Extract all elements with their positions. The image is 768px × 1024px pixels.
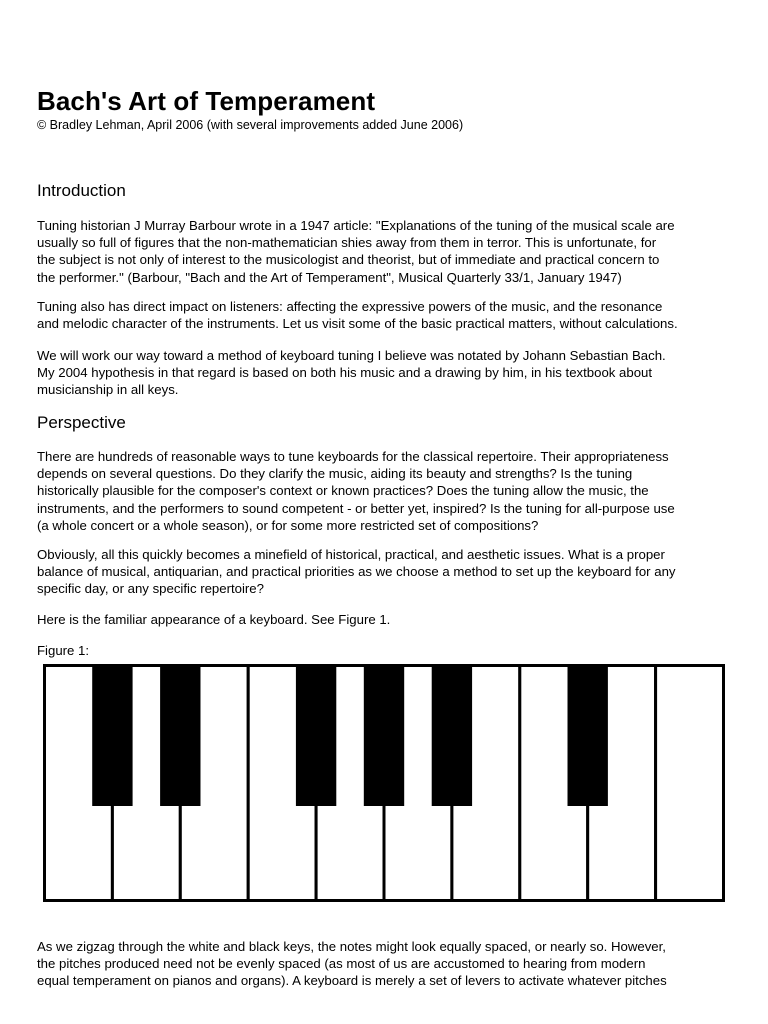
- text-line: As we zigzag through the white and black keys, the notes might look equally spaced, or nearly so. However,: [37, 939, 666, 954]
- text-line: My 2004 hypothesis in that regard is based on both his music and a drawing by him, in his textbook about: [37, 365, 653, 381]
- black-key: [93, 666, 132, 806]
- heading-perspective: Perspective: [37, 413, 126, 432]
- text-line: Tuning also has direct impact on listeners: affecting the expressive powers of the music, and the resonance: [37, 299, 663, 314]
- text-line: usually so full of figures that the non-mathematician shies away from them in terror. This is unfortunate, for: [37, 235, 657, 251]
- white-key: [656, 666, 724, 901]
- text-line: balance of musical, antiquarian, and practical priorities as we choose a method to set up the keyboard for any: [37, 564, 676, 580]
- text-line: We will work our way toward a method of keyboard tuning I believe was notated by Johann Sebastian Bach.: [37, 348, 666, 363]
- black-key: [296, 666, 335, 806]
- paragraph-closing: [37, 938, 737, 990]
- document-byline: © Bradley Lehman, April 2006 (with several improvements added June 2006): [37, 118, 464, 132]
- black-key: [568, 666, 607, 806]
- text-line: equal temperament on pianos and organs). A keyboard is merely a set of levers to activate whatever pitches: [37, 973, 667, 989]
- text-line: historically plausible for the composer's context or known practices? Does the tuning allow the music, the: [37, 483, 649, 499]
- text-line: depends on several questions. Do they clarify the music, aiding its beauty and strengths? Is the tuning: [37, 466, 633, 482]
- figure-label: Figure 1:: [37, 643, 90, 658]
- paragraph-intro-2: [37, 298, 737, 332]
- text-line: and melodic character of the instruments. Let us visit some of the basic practical matters, without calculations.: [37, 316, 678, 332]
- paragraph-perspective-3: [37, 611, 737, 628]
- text-line: (a whole concert or a whole season), or for some more restricted set of compositions?: [37, 517, 539, 533]
- text-line: the pitches produced need not be evenly spaced (as most of us are accustomed to hearing from modern: [37, 956, 646, 972]
- black-key: [364, 666, 403, 806]
- paragraph-perspective-1: [37, 448, 737, 534]
- text-line: instruments, and the performers to sound competent - or better yet, inspired? Is the tuning for all-purpose use: [37, 500, 675, 516]
- text-line: Tuning historian J Murray Barbour wrote in a 1947 article: "Explanations of the tuning of the musical scale are: [37, 218, 675, 233]
- paragraph-perspective-2: [37, 546, 737, 598]
- text-line: There are hundreds of reasonable ways to tune keyboards for the classical repertoire. Their appropriateness: [37, 449, 669, 464]
- keyboard-figure: [43, 664, 725, 902]
- text-line: specific day, or any specific repertoire?: [37, 581, 264, 597]
- paragraph-intro-3: [37, 347, 737, 399]
- text-line: musicianship in all keys.: [37, 382, 179, 398]
- heading-introduction: Introduction: [37, 181, 126, 200]
- text-line: Obviously, all this quickly becomes a minefield of historical, practical, and aesthetic issues. What is a proper: [37, 547, 665, 562]
- black-key: [432, 666, 471, 806]
- text-line: Here is the familiar appearance of a keyboard. See Figure 1.: [37, 612, 391, 627]
- text-line: the subject is not only of interest to the musicologist and theorist, but of immediate and practical concern to: [37, 252, 660, 268]
- document-title: Bach's Art of Temperament: [37, 86, 376, 116]
- text-line: the performer." (Barbour, "Bach and the Art of Temperament", Musical Quarterly 33/1, January 1947): [37, 269, 622, 285]
- paragraph-intro-1: [37, 217, 737, 286]
- black-key: [161, 666, 200, 806]
